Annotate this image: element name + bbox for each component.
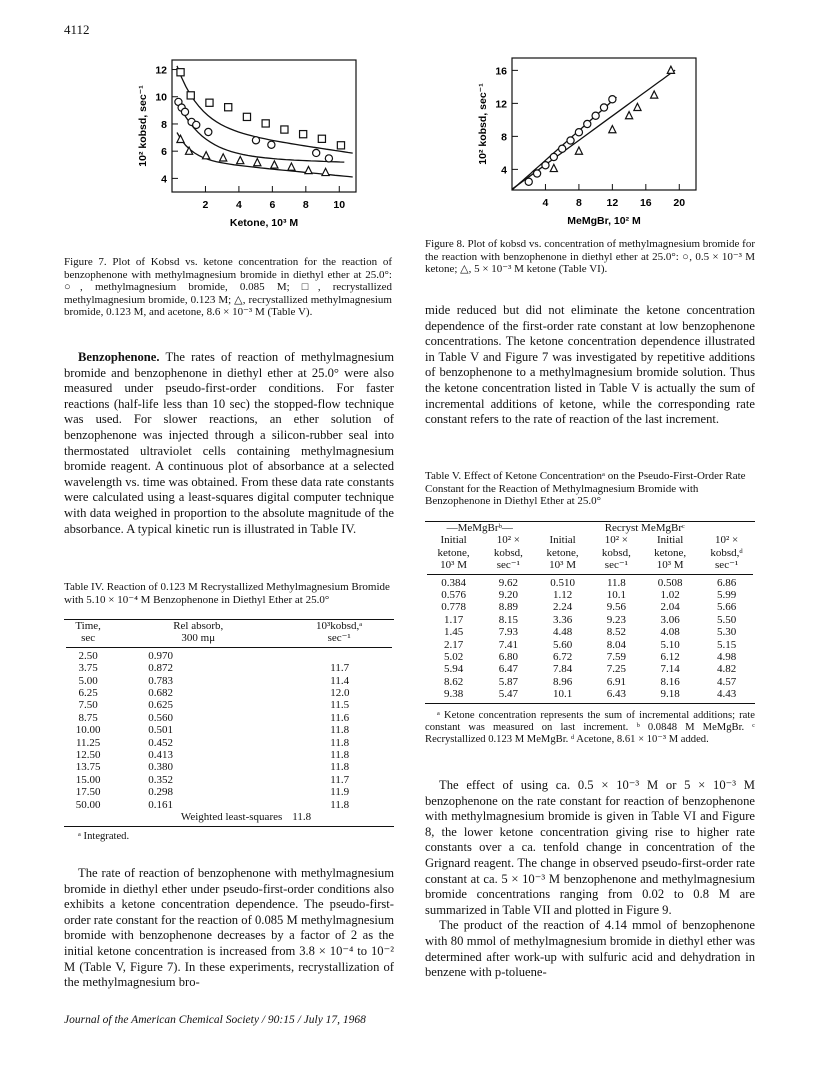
table-cell: 2.17 (443, 638, 464, 651)
benzophenone-section (64, 350, 394, 537)
data-point-circle (575, 129, 582, 136)
table-5-header: Initial ketone, 10³ M (654, 534, 687, 572)
right-paragraph-2: The effect of using ca. 0.5 × 10⁻³ M or 5 × 10⁻³ M benzophenone on the rate constant for reaction of benzophenone with methylmagnesium bromide is given in Table VI and Figure 8, the lower ketone concentration giving rise to higher rate constants over a ca. tenfold change in concentration of the Grignard reagent. The change in observed pseudo-first-order rate constant at ca. 5 × 10⁻³ M benzophenone and methylmagnesium bromide concentrations ranging from 0.02 to 0.8 M are summarized in Table VII and plotted in Figure 9. (425, 778, 755, 917)
data-point-triangle (305, 166, 312, 173)
x-axis-label: MeMgBr, 10² M (567, 215, 641, 227)
table-cell: 11.8 (330, 798, 350, 811)
table-cell: 5.15 (716, 638, 737, 651)
table-cell: 4.43 (716, 688, 737, 701)
table-cell: 5.94 (443, 663, 464, 676)
weighted-value: 11.8 (292, 811, 312, 824)
table-cell: 4.57 (716, 675, 737, 688)
data-point-triangle (634, 103, 641, 110)
table-cell: 0.682 (148, 687, 173, 700)
table-cell: 11.4 (330, 674, 350, 687)
rate-paragraph: The rate of reaction of benzophenone with methylmagnesium bromide in diethyl ether under pseudo-first-order conditions also exhibits a ketone concentration dependence. The pseudo-first-order rate constant for the reaction of 0.085 M methylmagnesium bromide with benzophenone decreases by a factor of 2 as the initial ketone concentration is increased from 3.8 × 10⁻⁴ to 10⁻² M (Table V, Figure 7). In these experiments, recrystallization of the methylmagnesium bro- (64, 866, 394, 990)
table-cell: 7.59 (606, 651, 626, 664)
data-point-circle (600, 104, 607, 111)
table-cell: 0.783 (148, 674, 173, 687)
benzophenone-paragraph: The rates of reaction of methylmagnesium bromide and benzophenone in diethyl ether at 25.0° were also measured under pseudo-first-order conditions. For faster reactions (half-life less than 10 sec) the stopped-flow technique was used. For slower reactions, an ether solution of benzophenone was injected through a silicon-rubber seal into thermostated ultraviolet cells containing methylmagnesium bromide reagent. A continuous plot of absorbance at a selected wavelength vs. time was obtained. From these data rate constants were calculated using a least-squares digital computer technique with data weighed in proportion to the absolute magnitude of the absorbance. A typical kinetic run is illustrated in Table IV. (64, 350, 395, 536)
table-cell: 0.298 (148, 786, 173, 799)
table-cell: 7.25 (606, 663, 626, 676)
figure-8-chart (470, 40, 730, 240)
data-point-triangle (237, 157, 244, 164)
table-cell: 5.10 (660, 638, 680, 651)
table-cell: 11.8 (330, 724, 350, 737)
table-cell: 10.1 (606, 589, 626, 602)
table-cell: 2.50 (78, 649, 98, 662)
table-cell: 6.72 (552, 651, 573, 664)
y-tick-label: 4 (501, 164, 507, 177)
data-point-square (337, 142, 344, 149)
data-point-square (187, 92, 194, 99)
table-4-footnote: ᵃ Integrated. (78, 830, 130, 842)
table-cell: 17.50 (75, 786, 101, 799)
table-row (425, 577, 755, 589)
table-cell: 15.00 (75, 773, 101, 786)
right-paragraph-3: The product of the reaction of 4.14 mmol of benzophenone with 80 mmol of methylmagnesium bromide in diethyl ether was determined after work-up with sulfuric acid and dehydration in benzene with p-toluene- (425, 918, 755, 980)
table-cell: 6.25 (78, 687, 98, 700)
fit-curve (177, 66, 353, 153)
table-4-header: 10³kobsd,ᵃ sec⁻¹ (315, 620, 363, 645)
table-cell: 9.23 (606, 613, 626, 626)
x-tick-label: 6 (269, 199, 276, 211)
rate-paragraph-block (64, 866, 394, 991)
table-cell: 0.510 (550, 576, 575, 589)
data-point-circle (193, 121, 200, 128)
table-cell: 3.75 (78, 662, 98, 675)
table-cell: 4.08 (660, 626, 680, 639)
table-cell: 5.99 (716, 589, 737, 602)
table-row (64, 761, 394, 773)
data-point-triangle (322, 168, 329, 175)
data-point-circle (525, 178, 532, 185)
x-tick-label: 8 (575, 197, 582, 209)
table-cell: 11.6 (330, 711, 350, 724)
table-cell: 4.98 (716, 651, 737, 664)
table-cell: 0.778 (441, 601, 466, 614)
table-cell: 7.14 (660, 663, 680, 676)
data-point-triangle (254, 159, 261, 166)
data-point-circle (542, 162, 549, 169)
table-5-header: 10² × kobsd, sec⁻¹ (493, 534, 523, 572)
data-point-circle (609, 96, 616, 103)
table-row (64, 774, 394, 786)
data-point-triangle (625, 112, 632, 119)
data-point-triangle (575, 147, 582, 154)
table-cell: 9.18 (660, 688, 680, 701)
table-cell: 8.15 (498, 613, 518, 626)
y-tick-label: 12 (155, 64, 167, 77)
right-paragraph-2-block (425, 778, 755, 981)
data-point-circle (584, 120, 591, 127)
table-cell: 9.38 (443, 688, 464, 701)
table-cell (64, 811, 112, 823)
table-cell: 1.02 (660, 589, 680, 602)
table-cell: 3.06 (660, 613, 680, 626)
data-point-square (300, 131, 307, 138)
data-point-circle (567, 137, 574, 144)
y-tick-label: 6 (161, 146, 167, 159)
table-cell: 0.384 (441, 576, 466, 589)
right-paragraph-1-block (425, 303, 755, 428)
y-axis-label: 10² kobsd, sec⁻¹ (477, 83, 489, 165)
x-tick-label: 10 (333, 199, 346, 211)
table-cell: 13.75 (75, 761, 101, 774)
table-cell: 1.17 (443, 613, 464, 626)
fit-curve (512, 97, 617, 190)
data-point-square (281, 126, 288, 133)
table-row (64, 662, 394, 674)
table-row (425, 663, 755, 675)
x-tick-label: 16 (639, 197, 652, 209)
table-cell: 11.8 (330, 749, 350, 762)
data-point-triangle (203, 152, 210, 159)
page-number: 4112 (64, 22, 90, 37)
section-heading: Benzophenone. (78, 350, 160, 364)
data-point-circle (181, 108, 188, 115)
data-point-triangle (220, 154, 227, 161)
table-cell: 8.96 (552, 675, 573, 688)
table-row (425, 651, 755, 663)
table-row (425, 601, 755, 613)
table-cell: 8.52 (606, 626, 626, 639)
table-cell: 11.8 (330, 736, 350, 749)
table-cell: 1.45 (443, 626, 464, 639)
figure-7-caption: Figure 7. Plot of Kobsd vs. ketone concentration for the reaction of benzophenone with methylmagnesium bromide in diethyl ether at 25.0°: ○, methylmagnesium bromide, 0.085 M; □, recrystallized methylmagnesium bromide, 0.123 M; △, recrystallized methylmagnesium bromide, 0.123 M, and acetone, 8.6 × 10⁻³ M (Table V). (64, 256, 392, 318)
data-point-triangle (177, 135, 184, 142)
data-point-square (225, 104, 232, 111)
data-point-circle (592, 112, 599, 119)
table-row (425, 626, 755, 638)
table-row (64, 712, 394, 724)
data-point-square (206, 99, 213, 106)
table-cell: 8.16 (660, 675, 680, 688)
x-axis-label: Ketone, 10³ M (229, 217, 299, 229)
table-cell: 8.04 (606, 638, 626, 651)
table-cell: 7.93 (498, 626, 518, 639)
data-point-circle (252, 137, 259, 144)
data-point-triangle (667, 66, 674, 73)
data-point-circle (313, 149, 320, 156)
table-row (64, 799, 394, 811)
table-4-header: Time, sec (75, 620, 101, 645)
x-tick-label: 2 (202, 199, 209, 211)
table-cell: 0.576 (441, 589, 466, 602)
table-cell: 50.00 (75, 798, 101, 811)
table-4 (64, 619, 394, 843)
data-point-square (243, 113, 250, 120)
y-tick-label: 8 (501, 131, 507, 144)
table-row (64, 749, 394, 761)
table-cell: 5.60 (552, 638, 573, 651)
table-cell: 6.91 (606, 675, 626, 688)
table-cell: 12.0 (330, 687, 350, 700)
table-cell: 11.7 (330, 773, 350, 786)
table-cell: 11.5 (330, 699, 350, 712)
table-cell: 0.970 (148, 649, 173, 662)
figure-8-caption: Figure 8. Plot of kobsd vs. concentration of methylmagnesium bromide for the reaction with benzophenone in diethyl ether at 25.0°: ○, 0.5 × 10⁻³ M ketone; △, 5 × 10⁻³ M ketone (Table VI). (425, 238, 755, 275)
table-cell: 0.380 (148, 761, 173, 774)
data-point-circle (205, 128, 212, 135)
data-point-square (262, 120, 269, 127)
table-cell: 0.501 (148, 724, 173, 737)
table-5-group-2: Recryst MeMgBrᶜ (604, 522, 685, 534)
x-tick-label: 20 (673, 197, 686, 209)
table-cell: 8.75 (78, 711, 98, 724)
table-cell: 11.25 (75, 736, 101, 749)
x-tick-label: 12 (606, 197, 619, 209)
y-tick-label: 10 (155, 91, 167, 104)
table-row (64, 699, 394, 711)
table-cell: 4.82 (716, 663, 737, 676)
table-5-header: 10² × kobsd,ᵈ sec⁻¹ (710, 534, 743, 572)
table-cell: 5.50 (716, 613, 737, 626)
data-point-triangle (550, 164, 557, 171)
table-cell: 4.48 (552, 626, 573, 639)
table-cell: 6.80 (498, 651, 518, 664)
x-tick-label: 8 (302, 199, 309, 211)
y-axis-label: 10² kobsd, sec⁻¹ (137, 85, 149, 167)
table-cell: 7.41 (498, 638, 518, 651)
table-cell: 0.161 (148, 798, 173, 811)
y-tick-label: 8 (161, 118, 167, 131)
table-cell: 2.24 (552, 601, 573, 614)
table-5-header: Initial ketone, 10³ M (437, 534, 470, 572)
table-cell: 7.84 (552, 663, 573, 676)
table-row (64, 675, 394, 687)
table-row (425, 589, 755, 601)
table-5-header: Initial ketone, 10³ M (546, 534, 579, 572)
table-cell: 11.8 (330, 761, 350, 774)
data-point-circle (533, 170, 540, 177)
table-row (425, 688, 755, 700)
y-tick-label: 4 (161, 173, 167, 186)
table-cell: 5.47 (498, 688, 518, 701)
right-paragraph-1: mide reduced but did not eliminate the ketone concentration dependence of the first-order rate constant at low benzophenone concentrations. The ketone concentration dependence illustrated in Table V and Figure 7 was investigated by repetitive additions of benzophenone to a methylmagnesium bromide solution. Thus the ketone concentration listed in Table V is actually the sum of incremental additions of ketone, while the corresponding rate constant refers to the rate of reaction of the last increment. (425, 303, 755, 427)
table-4-header: Rel absorb, 300 mμ (173, 620, 224, 645)
table-cell: 0.413 (148, 749, 173, 762)
data-point-circle (559, 145, 566, 152)
table-cell: 10.00 (75, 724, 101, 737)
table-cell: 0.872 (148, 662, 173, 675)
table-cell: 0.352 (148, 773, 173, 786)
table-cell: 5.02 (443, 651, 464, 664)
table-cell (284, 650, 394, 662)
table-cell: 5.87 (498, 675, 518, 688)
table-cell: 5.00 (78, 674, 98, 687)
table-cell: 2.04 (660, 601, 680, 614)
data-point-triangle (288, 163, 295, 170)
table-cell: 1.12 (552, 589, 573, 602)
table-cell: 0.625 (148, 699, 173, 712)
table-cell: 6.47 (498, 663, 518, 676)
table-cell: 0.560 (148, 711, 173, 724)
y-tick-label: 12 (495, 98, 507, 111)
table-cell: 11.8 (606, 576, 626, 589)
data-point-circle (325, 155, 332, 162)
table-cell: 5.30 (716, 626, 737, 639)
data-point-circle (268, 141, 275, 148)
x-tick-label: 4 (542, 197, 549, 209)
table-row (64, 687, 394, 699)
table-5-group-1: —MeMgBrᵇ— (446, 522, 513, 534)
data-point-square (177, 69, 184, 76)
table-cell: 0.508 (657, 576, 683, 589)
journal-footer: Journal of the American Chemical Society / 90:15 / July 17, 1968 (64, 1014, 366, 1026)
table-row (425, 639, 755, 651)
table-cell: 5.66 (716, 601, 737, 614)
table-cell: 11.9 (330, 786, 350, 799)
table-5 (425, 521, 755, 746)
table-cell: 6.43 (606, 688, 626, 701)
table-cell: 9.20 (498, 589, 518, 602)
table-cell: 10.1 (552, 688, 573, 701)
table-row (64, 724, 394, 736)
table-cell: 12.50 (75, 749, 101, 762)
data-point-triangle (651, 91, 658, 98)
table-row (64, 786, 394, 798)
table-4-title: Table IV. Reaction of 0.123 M Recrystallized Methylmagnesium Bromide with 5.10 × 10⁻⁴ M Benzophenone in Diethyl Ether at 25.0° (64, 581, 390, 606)
table-row (425, 676, 755, 688)
table-row (64, 737, 394, 749)
figure-7-chart (120, 40, 380, 250)
weighted-label: Weighted least-squares (180, 811, 283, 824)
data-point-triangle (271, 161, 278, 168)
table-5-title: Table V. Effect of Ketone Concentrationᵃ on the Pseudo-First-Order Rate Constant for the Reaction of Methylmagnesium Bromide with Benzophenone in Diethyl Ether at 25.0° (425, 470, 746, 507)
table-row (64, 811, 394, 823)
table-cell: 6.86 (716, 576, 737, 589)
table-cell: 8.89 (498, 601, 518, 614)
table-cell: 3.36 (552, 613, 573, 626)
data-point-square (318, 135, 325, 142)
table-cell: 8.62 (443, 675, 464, 688)
table-row (425, 614, 755, 626)
y-tick-label: 16 (495, 65, 507, 78)
table-cell: 7.50 (78, 699, 98, 712)
table-cell: 0.452 (148, 736, 173, 749)
x-tick-label: 4 (235, 199, 242, 211)
data-point-circle (550, 153, 557, 160)
data-point-triangle (609, 126, 616, 133)
table-cell: 9.62 (498, 576, 518, 589)
table-cell: 6.12 (660, 651, 680, 664)
table-5-header: 10² × kobsd, sec⁻¹ (601, 534, 631, 572)
table-row (64, 650, 394, 662)
table-5-footnote: ᵃ Ketone concentration represents the sum of incremental additions; rate constant was measured on last increment. ᵇ 0.0848 M MeMgBr. ᶜ Recrystallized 0.123 M MeMgBr. ᵈ Acetone, 8.61 × 10⁻³ M added. (425, 709, 755, 745)
table-cell: 11.7 (330, 662, 350, 675)
table-cell: 9.56 (606, 601, 626, 614)
